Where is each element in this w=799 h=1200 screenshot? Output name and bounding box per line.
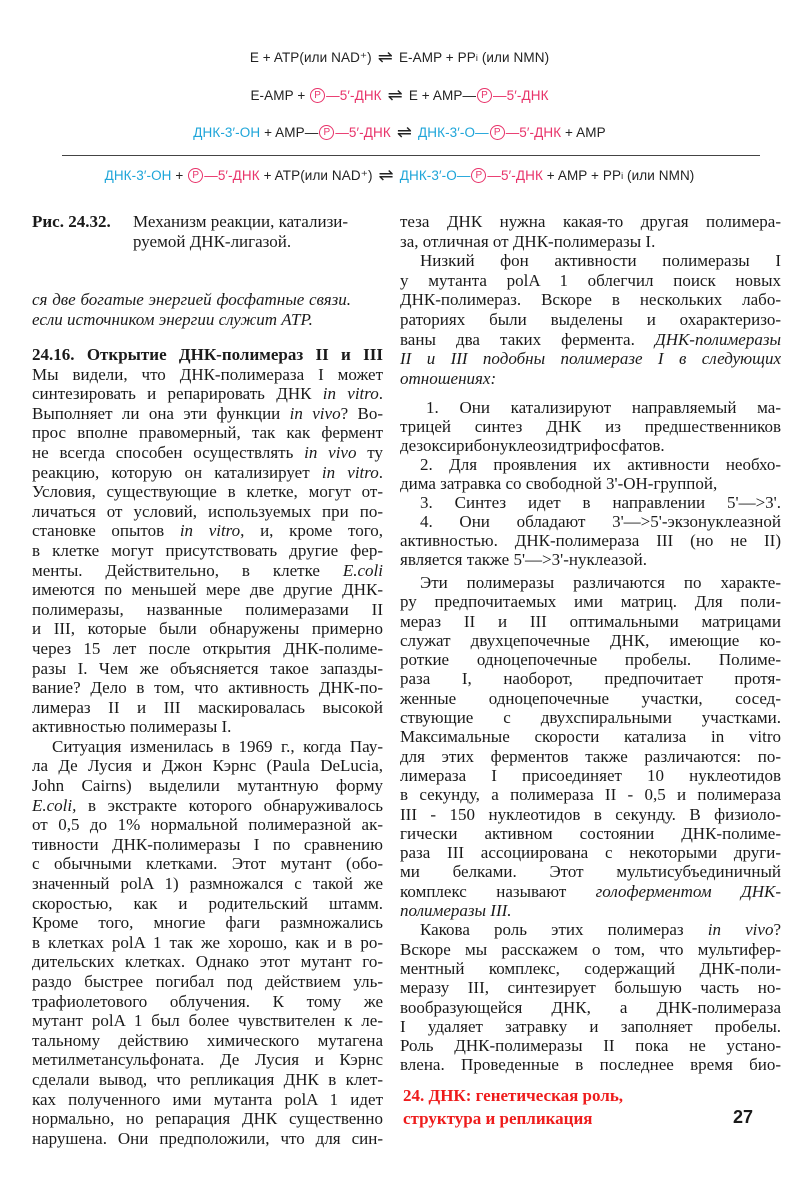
text-line [400,550,781,569]
text-line [400,455,781,474]
text-line [32,1129,383,1149]
italic-text: полимеразы III. [400,901,512,921]
text-line [400,369,781,389]
text-run: Вскоре мы расскажем о том, что мультифер- [400,939,781,959]
text-run: раза III ассоциирована с некоторыми други- [400,843,781,863]
text-line [400,901,781,920]
italic-text: in vivo [304,442,357,462]
text-run: Условия, существующие в клетке, могут от- [32,482,383,502]
text-run: менты. Действительно, в клетке [32,560,343,580]
text-run: . [378,384,384,404]
equation-4 [0,165,799,186]
text-line [32,1031,383,1051]
text-line [400,592,781,611]
text-line [32,659,383,679]
text-line [400,531,781,550]
text-run: меразу III, синтезирует большую часть но- [400,978,781,998]
text-run: женные одноцепочечные участки, сосед- [400,688,781,708]
note-line: ся две богатые энергией фосфатные связи. [32,290,351,309]
text-run: для этих ферментов также различаются: по- [400,746,781,766]
text-run: ру предпочитаемых ими матриц. Для поли- [400,592,781,612]
text-line [32,482,383,502]
equation-term: + AMP— [260,125,319,140]
text-run: вообразующейся ДНК, а ДНК-полимераза [400,997,781,1017]
text-line [32,913,383,933]
equation-term: —5′-ДНК [505,125,562,140]
equation-term: + AMP [561,125,606,140]
text-run: реакцию, которую он катализирует [32,462,322,482]
text-run: в клетке могут присутствовать другие фер- [32,540,383,560]
text-line [32,717,383,737]
text-line [400,920,781,939]
equation-3 [0,122,799,143]
left-column-text [32,345,383,1148]
text-line [32,639,383,659]
text-line [32,1011,383,1031]
text-line [32,521,383,541]
text-run: Эти полимеразы различаются по характе- [420,573,781,592]
text-line [32,1109,383,1129]
equation-divider [62,155,760,156]
text-line [32,384,383,404]
text-run: полимеразы, названные полимеразами II [32,599,383,619]
text-line [32,619,383,639]
text-line [32,952,383,972]
italic-note [32,290,351,329]
text-line [400,251,781,271]
text-line [32,835,383,855]
text-run: Выполняет ли она эти функции [32,403,290,423]
text-run: лимераз II и III маскировалась высокой [32,697,383,717]
text-run: значенный polA 1) размножался с такой же [32,874,383,894]
equation-term: PP [457,50,476,65]
text-line [32,933,383,953]
text-run: за, отличная от ДНК-полимеразы I. [400,231,656,251]
text-line [400,1036,781,1055]
phosphate-circle-icon: P [471,168,486,183]
text-run: I удаляет затравку и заполняет пробелы. [400,1016,781,1036]
right-column-intro [400,212,781,388]
equation-term: ДНК-3′-OH [193,125,261,140]
caption-line: Механизм реакции, катализи- [133,212,349,231]
phosphate-circle-icon: P [310,88,325,103]
equilibrium-arrow-icon: ⇌ [396,122,413,142]
text-run: ствующие с двухспиральными участками. [400,708,781,728]
text-run: влена. Проведенные в последнее время био- [400,1055,781,1075]
text-line [400,862,781,881]
page-number: 27 [733,1107,754,1127]
text-run: метилметансульфоната. Де Лусия и Кэрнс [32,1050,383,1070]
text-run: ми белками. Этот мультисубъединичный [400,862,781,882]
text-run: теза ДНК нужна какая-то другая полимера- [400,212,781,231]
equation-term: ДНК-3′-O— [418,125,489,140]
text-line [32,776,383,796]
text-run: и III, которые были обнаружены примерно [32,619,383,639]
text-line [400,978,781,997]
text-run: . [378,462,383,482]
text-run: 2. Для проявления их активности необхо- [420,455,781,474]
text-line [32,737,383,757]
text-run: нарушена. Они предположили, что для син- [32,1128,383,1148]
text-run: становке опытов [32,521,180,541]
figure-label: Рис. 24.32. [32,212,111,231]
equation-term: + AMP + PP [542,168,622,183]
italic-text: голоферментом ДНК- [595,881,781,901]
text-line [400,727,781,746]
italic-text: E.coli, [32,795,77,815]
text-run: от 0,5 до 1% нормальной полимеразной ак- [32,815,383,835]
text-run: нормально, но репарация ДНК существенно [32,1109,383,1129]
equation-term: —5′-ДНК [204,168,260,183]
text-line [400,474,781,493]
text-run: тивности ДНК-полимеразы I по сравнению [32,834,383,854]
equation-term: E + AMP— [408,88,477,103]
text-line [32,423,383,443]
text-line [400,212,781,232]
equilibrium-arrow-icon: ⇌ [377,47,393,67]
text-run: ? [773,920,781,940]
text-run: 3. Синтез идет в направлении 5'—>3'. [420,493,781,512]
equation-term: i [475,52,478,63]
text-run: личаться от условий, используемых при по- [32,501,383,521]
text-run: ? Во- [340,403,383,423]
text-line [400,1017,781,1036]
text-run: 4. Они обладают 3'—>5'-экзонуклеазной [420,512,781,531]
text-run: гически активном состоянии ДНК-полиме- [400,823,781,843]
italic-text: in vitro [321,462,379,482]
text-line [400,785,781,804]
section-heading: 24.16. Открытие ДНК-полимераз II и III [32,345,383,364]
text-run: роткие одноцепочечные пробелы. Полиме- [400,650,781,670]
text-run: лимераза I присоединяет 10 нуклеотидов [400,765,781,785]
equation-term: (или NMN) [623,168,695,183]
text-run: Ситуация изменилась в 1969 г., когда Пау- [52,736,383,756]
text-line [400,1055,781,1074]
italic-text: отношениях: [400,368,497,388]
text-run: тальному действию химического мутагена [32,1030,383,1050]
text-run: комплекс называют [400,881,596,901]
text-line [32,365,383,385]
text-line [400,493,781,512]
text-run: дезоксирибонуклеозидтрифосфатов. [400,436,665,455]
phosphate-circle-icon: P [319,125,334,140]
text-line [400,882,781,901]
text-line [400,232,781,252]
text-run: прос вполне правомерный, так как фермент [32,423,383,443]
text-run: ту [356,442,383,462]
text-run: ках полученного ими мутанта polA 1 идет [32,1089,383,1109]
italic-text: in vivo [289,403,341,423]
text-run: Мы видели, что ДНК-полимераза I может [32,364,383,384]
phosphate-circle-icon: P [477,88,492,103]
text-run: синтезировать и репарировать ДНК [32,384,323,404]
text-run: не всегда способен осуществлять [32,442,305,462]
text-line [32,600,383,620]
text-run: ДНК-полимераз. Вскоре в нескольких лабо- [400,290,781,310]
text-line [400,689,781,708]
text-run: 1. Они катализируют направляемый ма- [426,398,781,417]
text-run: через 15 лет после открытия ДНК-полиме- [32,638,383,658]
text-line [400,612,781,631]
equation-term: ДНК-3′-OH [104,168,172,183]
equation-term: ДНК-3′-O— [399,168,471,183]
text-run: John Cairns) выделили мутантную форму [32,776,383,796]
text-line [400,512,781,531]
text-line [400,959,781,978]
text-run: с обычными клетками. Этот мутант (обо- [32,854,383,874]
text-run: раториях были выделены и охарактеризо- [400,309,781,329]
text-line [32,463,383,483]
italic-text: in vivo [707,920,774,940]
text-run: является также 5'—>3'-нуклеазой. [400,550,647,569]
text-run: служат двухцепочечные ДНК, имеющие ко- [400,630,781,650]
text-run: имеются по меньшей мере две другие ДНК- [32,580,383,600]
equation-term: + ATP(или NAD⁺) [259,167,373,183]
text-run: Низкий фон активности полимеразы I [420,251,781,271]
text-line [32,345,383,365]
text-line [400,436,781,455]
equation-term: —5′-ДНК [487,168,543,183]
text-line [400,349,781,369]
text-run: ваны два таких фермента. [400,329,655,349]
text-run: активностью. ДНК-полимераза III (но не II) [400,531,781,550]
equation-term: E-AMP + [398,50,458,65]
text-run: ла Де Лусия и Джон Кэрнс (Paula DeLucia, [32,756,383,776]
text-run: Роль ДНК-полимеразы II пока не устано- [400,1036,781,1056]
text-run: скоростью, как и родительский штамм. [32,893,383,913]
equation-1 [0,47,799,68]
equilibrium-arrow-icon: ⇌ [387,85,403,105]
text-line [400,271,781,291]
text-run: мераз II и III оптимальными матрицами [400,611,781,631]
text-line [400,747,781,766]
text-run: разы I. Чем же объясняется такое запазды- [32,658,383,678]
text-run: раздо быстрее погибал под действием уль- [32,972,383,991]
text-line [32,443,383,463]
equation-term: E-AMP + [250,88,310,103]
text-line [400,417,781,436]
text-run: сделали вывод, что репликация ДНК в клет- [32,1069,383,1089]
text-run: трицей синтез ДНК из предшественников [400,417,781,436]
text-line [400,290,781,310]
text-run: дима затравка со свободной 3'-ОН-группой, [400,474,718,493]
text-run: мутант polA 1 был более чувствителен к ле- [32,1011,383,1031]
italic-text: E.coli [342,560,383,580]
text-line [400,650,781,669]
italic-text: ДНК-полимеразы [654,329,781,349]
text-line [32,972,383,992]
equation-term: —5′-ДНК [335,125,391,140]
chapter-title-line: структура и репликация [403,1109,593,1128]
figure-caption-text [133,212,348,252]
text-line [400,631,781,650]
equation-term: E + ATP(или NAD⁺) [249,49,372,65]
equation-term: i [621,170,624,181]
text-line [400,573,781,592]
italic-text: II и III подобны полимеразе I в следующих [400,349,781,369]
text-line [400,398,781,417]
text-line [400,998,781,1017]
equilibrium-arrow-icon: ⇌ [378,165,394,185]
text-run: , и, кроме того, [240,521,383,541]
text-run: в экстракте которого обнаруживалось [76,795,383,815]
equation-2 [0,85,799,106]
text-line [400,708,781,727]
text-line [32,874,383,894]
text-line [400,330,781,350]
text-line [32,561,383,581]
right-column-text [400,573,781,1075]
text-line [400,766,781,785]
text-run: раза I, наоборот, предпочитает протя- [400,669,781,689]
text-line [32,698,383,718]
text-line [32,894,383,914]
text-line [400,843,781,862]
properties-list [400,398,781,569]
text-line [400,310,781,330]
figure-caption [32,212,111,232]
text-run: ментный комплекс, содержащий ДНК-поли- [400,958,781,978]
text-run: активностью полимеразы I. [32,717,232,737]
text-run: вание? Дело в том, что активность ДНК-по- [32,678,383,698]
text-line [32,580,383,600]
text-line [32,541,383,561]
text-line [400,669,781,688]
text-run: Кроме того, многие фаги размножались [32,913,383,933]
text-line [32,854,383,874]
equation-term: + [171,168,188,183]
text-line [32,815,383,835]
text-line [32,502,383,522]
text-line [400,805,781,824]
text-line [32,756,383,776]
text-line [32,992,383,1012]
text-run: Максимальные скорости катализа in vitro [400,727,781,747]
text-run: III - 150 нуклеотидов в секунду. В физиоло- [400,804,781,824]
text-run: трафиолетового облучения. К тому же [32,991,383,1011]
text-line [400,940,781,959]
caption-line: руемой ДНК-лигазой. [133,232,292,251]
phosphate-circle-icon: P [188,168,203,183]
equation-term: (или NMN) [477,50,550,65]
text-line [32,796,383,816]
text-run: Какова роль этих полимераз [420,920,708,940]
text-run: в клетках polA 1 так же хорошо, как и в ро- [32,932,383,952]
text-line [32,1090,383,1110]
chapter-title-line: 24. ДНК: генетическая роль, [403,1086,624,1105]
chapter-footer [403,1084,623,1130]
text-run: у мутанта polA 1 облегчил поиск новых [400,270,781,290]
italic-text: in vitro [179,521,241,541]
text-line [32,1070,383,1090]
note-line: если источником энергии служит ATP. [32,309,313,329]
text-line [400,824,781,843]
phosphate-circle-icon: P [490,125,505,140]
italic-text: in vitro [322,384,379,404]
text-run: дительских клетках. Однако этот мутант го- [32,952,383,972]
equation-term: —5′-ДНК [326,88,382,103]
text-line [32,678,383,698]
text-line [32,404,383,424]
equation-term: —5′-ДНК [493,88,549,103]
text-line [32,1050,383,1070]
text-run: в секунду, а полимераза II - 0,5 и полимераза [400,785,781,805]
